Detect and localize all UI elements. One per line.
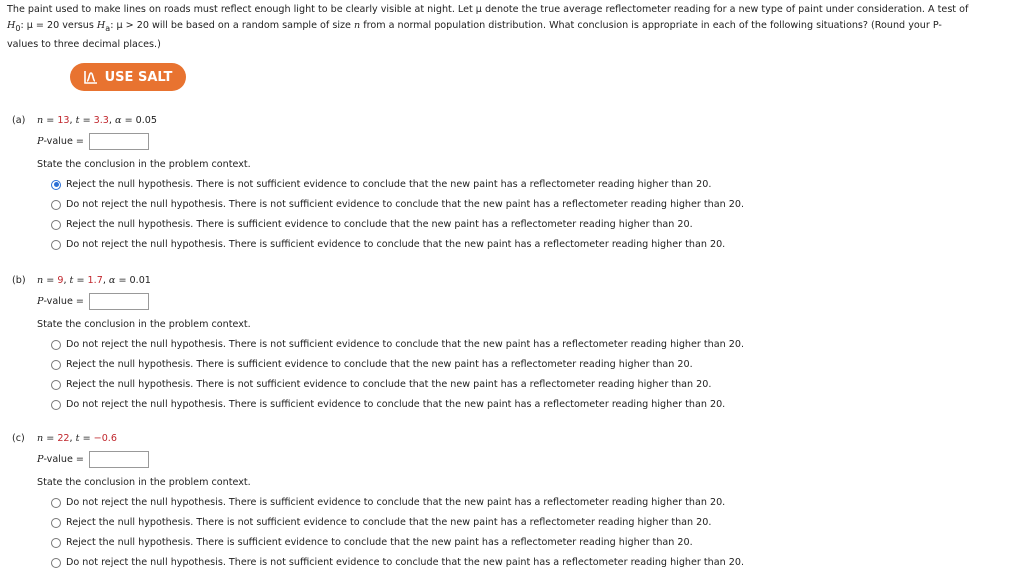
- radio-button[interactable]: [51, 538, 61, 548]
- radio-button[interactable]: [51, 220, 61, 230]
- conclusion-option[interactable]: [51, 497, 725, 508]
- pvalue-row: [37, 451, 149, 468]
- t-value: 3.3: [93, 115, 109, 126]
- intro-line-2: [7, 18, 1019, 37]
- h0-sub: 0: [15, 24, 21, 33]
- n-symbol: n: [353, 20, 361, 31]
- radio-button[interactable]: [51, 360, 61, 370]
- state-conclusion-label: State the conclusion in the problem context.: [37, 159, 251, 170]
- option-label: Reject the null hypothesis. There is sufficient evidence to conclude that the new paint has a reflectometer reading higher than 20.: [66, 219, 693, 230]
- option-label: Do not reject the null hypothesis. There is not sufficient evidence to conclude that the new paint has a reflectometer reading higher than 20.: [66, 557, 744, 568]
- h0-text: : μ = 20 versus: [20, 20, 97, 31]
- conclusion-option[interactable]: [51, 239, 725, 250]
- pvalue-input[interactable]: [89, 133, 149, 150]
- option-label: Reject the null hypothesis. There is not sufficient evidence to conclude that the new paint has a reflectometer reading higher than 20.: [66, 517, 712, 528]
- option-label: Do not reject the null hypothesis. There is sufficient evidence to conclude that the new paint has a reflectometer reading higher than 20.: [66, 497, 726, 508]
- option-label: Do not reject the null hypothesis. There is not sufficient evidence to conclude that the new paint has a reflectometer reading higher than 20.: [66, 199, 744, 210]
- option-label: Do not reject the null hypothesis. There is not sufficient evidence to conclude that the new paint has a reflectometer reading higher than 20.: [66, 339, 744, 350]
- ha-text: : μ > 20 will be based on a random sample of size: [110, 20, 354, 31]
- h0-symbol: H: [7, 20, 16, 31]
- salt-curve-icon: [84, 70, 98, 84]
- conclusion-option[interactable]: [51, 517, 711, 528]
- use-salt-button[interactable]: [70, 63, 186, 91]
- state-conclusion-label: State the conclusion in the problem context.: [37, 477, 251, 488]
- n-value: 22: [57, 433, 70, 444]
- radio-button[interactable]: [51, 400, 61, 410]
- alpha-value: 0.05: [135, 115, 158, 126]
- state-conclusion-label: State the conclusion in the problem context.: [37, 319, 251, 330]
- t-value: −0.6: [93, 433, 117, 444]
- radio-button[interactable]: [51, 498, 61, 508]
- part-label: (c): [12, 433, 25, 444]
- alpha-value: 0.01: [129, 275, 151, 286]
- pvalue-row: [37, 133, 149, 150]
- intro-line-3: values to three decimal places.): [7, 39, 161, 50]
- option-label: Do not reject the null hypothesis. There is sufficient evidence to conclude that the new paint has a reflectometer reading higher than 20.: [66, 399, 726, 410]
- option-label: Reject the null hypothesis. There is sufficient evidence to conclude that the new paint has a reflectometer reading higher than 20.: [66, 537, 693, 548]
- conclusion-option[interactable]: [51, 179, 711, 190]
- radio-button[interactable]: [51, 200, 61, 210]
- part-parameters: n = 22, t = −0.6: [37, 433, 117, 444]
- conclusion-option[interactable]: [51, 339, 744, 350]
- conclusion-option[interactable]: [51, 219, 693, 230]
- pvalue-input[interactable]: [89, 451, 149, 468]
- problem-statement: [7, 2, 1019, 53]
- part-parameters: n = 9, t = 1.7, α = 0.01: [37, 275, 151, 286]
- option-label: Reject the null hypothesis. There is sufficient evidence to conclude that the new paint has a reflectometer reading higher than 20.: [66, 359, 693, 370]
- part-label: (a): [12, 115, 26, 126]
- conclusion-option[interactable]: [51, 199, 744, 210]
- ha-sub: a: [105, 24, 111, 33]
- conclusion-option[interactable]: [51, 537, 693, 548]
- intro-line-2-rest: from a normal population distribution. What conclusion is appropriate in each of the following situations? (Round your P-: [360, 20, 942, 31]
- pvalue-input[interactable]: [89, 293, 149, 310]
- ha-symbol: H: [96, 20, 106, 31]
- option-label: Reject the null hypothesis. There is not sufficient evidence to conclude that the new paint has a reflectometer reading higher than 20.: [66, 179, 712, 190]
- conclusion-option[interactable]: [51, 379, 711, 390]
- radio-button[interactable]: [51, 340, 61, 350]
- conclusion-option[interactable]: [51, 557, 744, 568]
- option-label: Do not reject the null hypothesis. There is sufficient evidence to conclude that the new paint has a reflectometer reading higher than 20.: [66, 239, 726, 250]
- radio-button[interactable]: [51, 240, 61, 250]
- pvalue-label: P-value =: [37, 296, 84, 307]
- radio-button[interactable]: [51, 518, 61, 528]
- use-salt-label: USE SALT: [104, 69, 173, 85]
- conclusion-option[interactable]: [51, 399, 725, 410]
- radio-button[interactable]: [51, 380, 61, 390]
- part-parameters: n = 13, t = 3.3, α = 0.05: [37, 115, 158, 126]
- conclusion-option[interactable]: [51, 359, 693, 370]
- t-value: 1.7: [87, 275, 103, 286]
- intro-line-1: The paint used to make lines on roads must reflect enough light to be clearly visible at night. Let μ denote the true average reflectometer reading for a new type of paint under consideration. A test of: [7, 4, 969, 15]
- n-value: 9: [57, 275, 64, 286]
- option-label: Reject the null hypothesis. There is not sufficient evidence to conclude that the new paint has a reflectometer reading higher than 20.: [66, 379, 712, 390]
- part-label: (b): [12, 275, 26, 286]
- pvalue-label: P-value =: [37, 136, 84, 147]
- pvalue-label: P-value =: [37, 454, 84, 465]
- radio-button[interactable]: [51, 558, 61, 568]
- n-value: 13: [57, 115, 70, 126]
- pvalue-row: [37, 293, 149, 310]
- radio-button[interactable]: [51, 180, 61, 190]
